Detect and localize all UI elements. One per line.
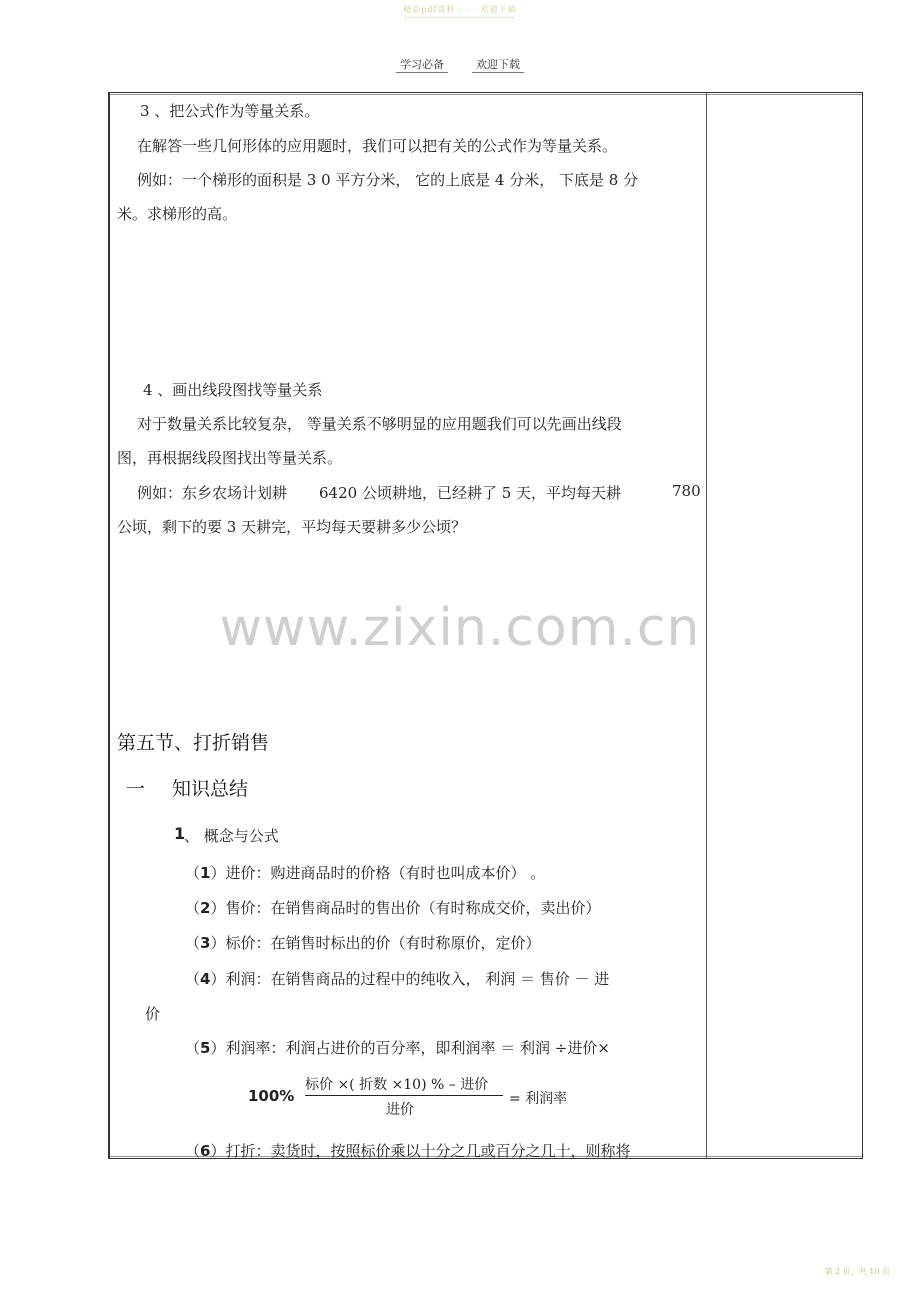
def-4-continued: 价 — [145, 1005, 161, 1023]
item1-title: 、 概念与公式 — [184, 827, 279, 845]
section3-line1: 在解答一些几何形体的应用题时，我们可以把有关的公式作为等量关系。 — [137, 137, 618, 155]
center-watermark: www.zixin.com.cn — [219, 598, 701, 658]
def-3: （3）标价：在销售时标出的价（有时称原价，定价） — [185, 934, 541, 952]
section4-title: 4 、画出线段图找等量关系 — [143, 381, 323, 399]
section4-line3-a: 例如：东乡农场计划耕 — [137, 484, 288, 502]
section3-line2: 例如：一个梯形的面积是 3 0 平方分米， 它的上底是 4 分米， 下底是 8 分 — [137, 171, 639, 189]
section4-line3-b: 6420 公顷耕地，已经耕了 5 天，平均每天耕 — [319, 484, 622, 502]
def-1: （1）进价：购进商品时的价格（有时也叫成本价） 。 — [185, 864, 546, 882]
fraction-bar — [305, 1095, 503, 1096]
formula-result: = 利润率 — [509, 1091, 568, 1107]
section4-line1: 对于数量关系比较复杂， 等量关系不够明显的应用题我们可以先画出线段 — [137, 415, 622, 433]
chapter-sub-num: 一 — [126, 778, 146, 800]
item1-num: 1 — [174, 824, 186, 843]
page-header — [0, 56, 920, 73]
def-6: （6）打折：卖货时，按照标价乘以十分之几或百分之几十，则称将 — [185, 1142, 631, 1160]
def-4: （4）利润：在销售商品的过程中的纯收入， 利润 ＝ 售价 － 进 — [185, 970, 610, 988]
section4-line4: 公顷，剩下的要 3 天耕完，平均每天要耕多少公顷？ — [117, 518, 467, 536]
formula-numerator: 标价 ×( 折数 ×10) % – 进价 — [305, 1077, 489, 1093]
section3-line3: 米。求梯形的高。 — [117, 205, 238, 223]
section3-title: 3 、把公式作为等量关系。 — [140, 102, 320, 120]
page-footer: 第 2 页，共 10 页 — [824, 1267, 890, 1276]
section4-line3-c: 780 — [672, 482, 701, 500]
header-right: 欢迎下载 — [472, 56, 524, 73]
formula-denominator: 进价 — [386, 1102, 414, 1118]
formula-percent: 100% — [248, 1087, 295, 1105]
top-watermark: 精品pdf资料 - - - 欢迎下载 — [0, 4, 920, 18]
def-5: （5）利润率：利润占进价的百分率，即利润率 ＝ 利润 ÷进价× — [185, 1039, 610, 1057]
chapter-title: 第五节、打折销售 — [117, 732, 270, 754]
chapter-sub-title: 知识总结 — [172, 778, 249, 800]
header-left: 学习必备 — [396, 56, 448, 73]
def-2: （2）售价：在销售商品时的售出价（有时称成交价，卖出价） — [185, 899, 601, 917]
section4-line2: 图，再根据线段图找出等量关系。 — [117, 449, 343, 467]
